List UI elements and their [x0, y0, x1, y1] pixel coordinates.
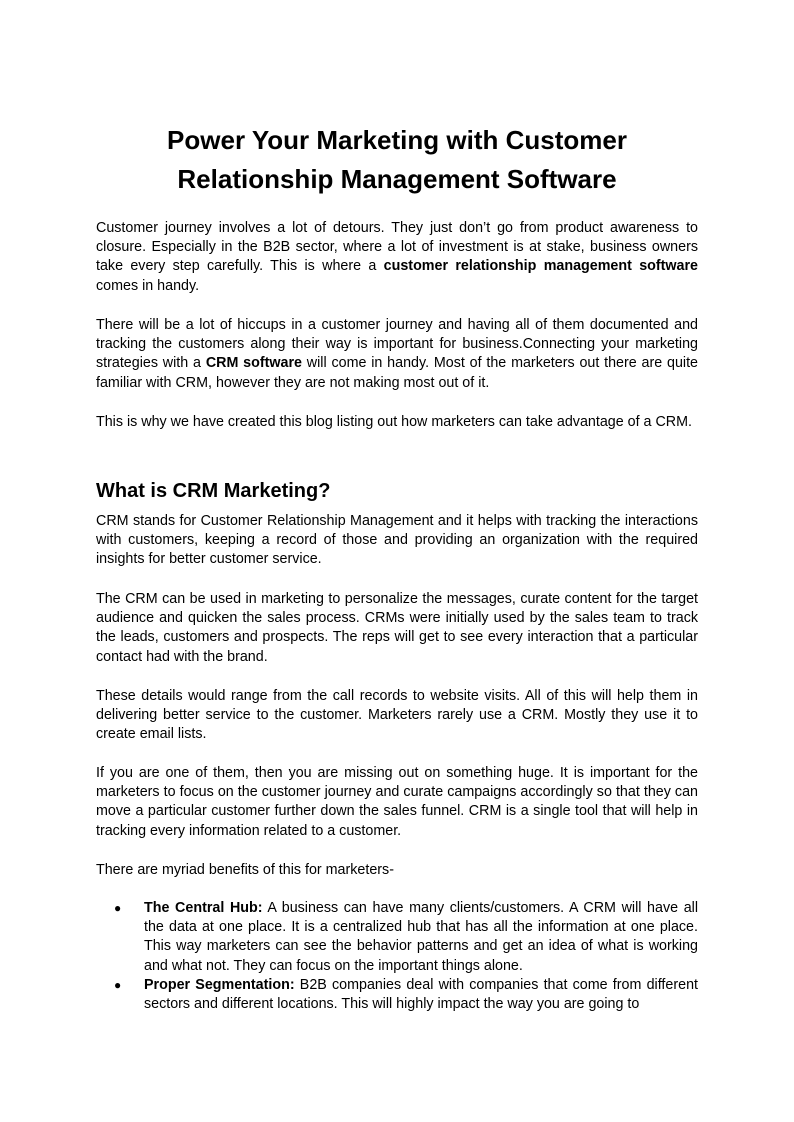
- blog-purpose-paragraph: This is why we have created this blog listing out how marketers can take advantage of a CRM.: [96, 414, 692, 430]
- section-heading: What is CRM Marketing?: [96, 480, 331, 502]
- crm-marketing-paragraph: The CRM can be used in marketing to personalize the messages, curate content for the target audience and quicken the sales process. CRMs were initially used by the sales team to track the leads, customers and prospects. The reps will get to see every interaction that a particular contact had with the brand.: [96, 591, 698, 665]
- hiccups-paragraph: [96, 316, 698, 393]
- intro-text-a: Customer journey involves a lot of detours. They just don’t go from product awareness to closure. Especially in the B2B sector, where a lot of investment is at stake, business owners take every step carefully. This is where a: [96, 220, 698, 275]
- intro-text-b: comes in handy.: [96, 277, 200, 294]
- list-item: [96, 976, 698, 1014]
- list-item-label: Proper Segmentation:: [144, 976, 295, 993]
- benefits-intro-paragraph: There are myriad benefits of this for marketers-: [96, 862, 394, 878]
- missing-out-paragraph: If you are one of them, then you are missing out on something huge. It is important for the marketers to focus on the customer journey and curate campaigns accordingly so that they can move a particular customer further down the sales funnel. CRM is a single tool that will help in tracking every information related to a customer.: [96, 765, 698, 839]
- title-line-2: Relationship Management Software: [177, 164, 617, 194]
- hiccups-text-a: There will be a lot of hiccups in a customer journey and having all of them documented and tracking the customers along their way is important for business.Connecting your marketing strategies with a: [96, 317, 698, 372]
- hiccups-text-b: will come in handy. Most of the marketers out there are quite familiar with CRM, however they are not making most out of it.: [96, 355, 699, 391]
- details-paragraph: These details would range from the call records to website visits. All of this will help them in delivering better service to the customer. Marketers rarely use a CRM. Mostly they use it to create email lists.: [96, 688, 698, 743]
- bullet-icon: ●: [114, 901, 122, 915]
- list-item-text: B2B companies deal with companies that come from different sectors and different locations. This will highly impact the way you are going to: [144, 976, 698, 1013]
- intro-paragraph: [96, 219, 698, 296]
- list-item-label: The Central Hub:: [144, 900, 263, 916]
- bullet-icon: ●: [114, 977, 122, 992]
- crm-definition-paragraph: CRM stands for Customer Relationship Management and it helps with tracking the interactions with customers, keeping a record of those and providing an organization with the required insights for better customer service.: [96, 513, 698, 568]
- benefits-list: [96, 899, 698, 1014]
- title-line-1: Power Your Marketing with Customer: [167, 125, 627, 155]
- intro-bold-term: customer relationship management software: [383, 258, 698, 275]
- hiccups-bold-term: CRM software: [205, 355, 302, 372]
- list-item: [96, 899, 698, 976]
- document-title: [96, 121, 698, 199]
- list-item-text: A business can have many clients/customers. A CRM will have all the data at one place. It is a centralized hub that has all the information at one place. This way marketers can see the behavior patterns and get an idea of what is working and what not. They can focus on the important things alone.: [144, 900, 699, 974]
